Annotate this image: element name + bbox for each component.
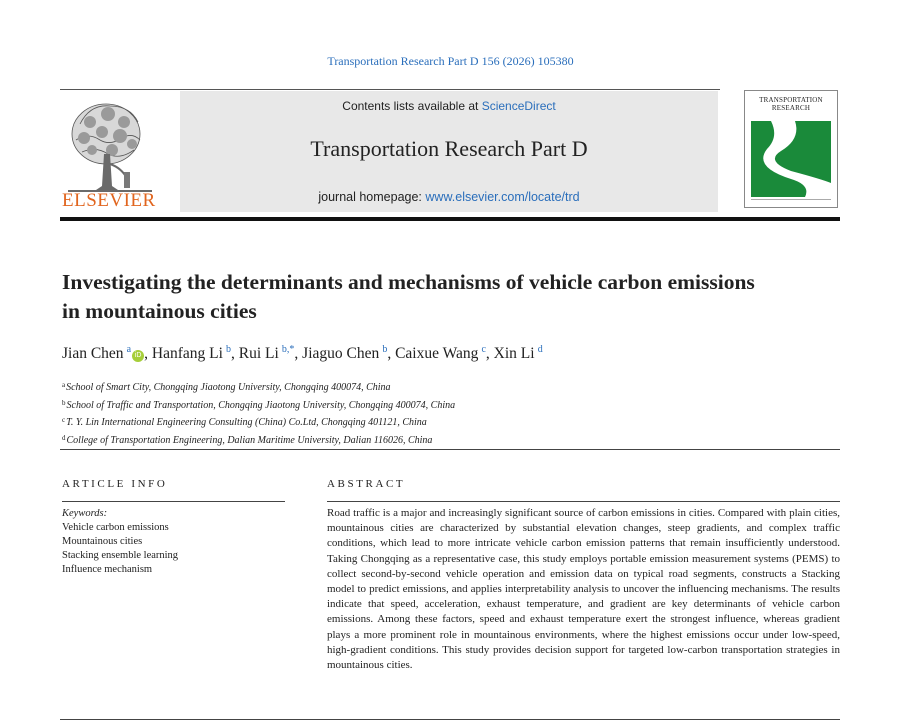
keyword-item: Stacking ensemble learning <box>62 550 179 561</box>
section-divider <box>60 449 840 450</box>
contents-prefix: Contents lists available at <box>342 99 482 113</box>
author-name[interactable]: Hanfang Li <box>151 345 223 362</box>
affiliation-text: School of Smart City, Chongqing Jiaotong University, Chongqing 400074, China <box>66 382 391 393</box>
homepage-line <box>180 190 718 204</box>
author-name[interactable]: Jian Chen <box>62 345 124 362</box>
affiliation-item <box>62 413 762 431</box>
affiliation-mark: a <box>62 381 66 389</box>
author-name[interactable]: Caixue Wang <box>395 345 479 362</box>
author-affiliation-mark[interactable]: b,* <box>281 344 295 355</box>
author-name[interactable]: Rui Li <box>238 345 279 362</box>
journal-cover-thumbnail[interactable] <box>744 90 838 208</box>
cover-title-line2: RESEARCH <box>771 104 811 112</box>
keyword-item: Vehicle carbon emissions <box>62 522 169 533</box>
journal-name: Transportation Research Part D <box>310 136 588 161</box>
header-top-rule <box>60 89 720 90</box>
author-affiliation-mark[interactable]: a <box>126 344 132 355</box>
author-name[interactable]: Xin Li <box>493 345 535 362</box>
keyword-item: Mountainous cities <box>62 536 143 547</box>
affiliation-item <box>62 431 762 449</box>
affiliation-item <box>62 396 762 414</box>
author-name[interactable]: Jiaguo Chen <box>302 345 380 362</box>
affiliation-list <box>62 378 762 448</box>
article-title: Investigating the determinants and mechanisms of vehicle carbon emissions in mountainous cities <box>62 270 755 323</box>
affiliation-text: School of Traffic and Transportation, Chongqing Jiaotong University, Chongqing 400074, China <box>66 399 456 411</box>
author-affiliation-mark[interactable]: b <box>226 344 231 355</box>
abstract-text: Road traffic is a major and increasingly significant source of carbon emissions in cities. Compared with plain cities, mountainous cities are characterized by substantial elevation changes, steep gradients, and complex traffic conditions, which lead to more intricate vehicle carbon emission patterns that remain insufficiently understood. Taking Chongqing as a representative case, this study employs portable emission measurement systems (PEMS) to collect second-by-second vehicle operation and emission data on typical road segments, constructs a Stacking model to predict emissions, and applies interpretability analysis to uncover the influencing mechanisms. The results indicate that speed, acceleration, exhaust temperature, and gradient are key determinants of vehicle carbon emissions. Among these factors, speed and exhaust temperature exert the strongest influence, whereas gradient plays a more prominent role in mountainous environments, where the highest emissions occur under low-speed, high-gradient conditions. This study provides decision support for targeted low-carbon transportation strategies in mountainous cities. <box>327 507 840 672</box>
abstract-rule <box>327 501 840 502</box>
author-affiliation-mark[interactable]: b <box>382 344 388 355</box>
footer-rule <box>60 719 840 720</box>
affiliation-mark: b <box>62 398 66 407</box>
abstract-heading: ABSTRACT <box>327 478 406 490</box>
elsevier-wordmark[interactable]: ELSEVIER <box>62 190 156 211</box>
author-affiliation-mark[interactable]: c <box>481 344 486 355</box>
contents-line <box>180 99 718 113</box>
orcid-icon[interactable]: iD <box>132 350 144 362</box>
article-info-rule <box>62 501 285 502</box>
journal-homepage-link[interactable]: www.elsevier.com/locate/trd <box>425 190 580 204</box>
cover-road-graphic <box>751 121 831 203</box>
affiliation-mark: c <box>62 416 66 424</box>
keywords-block <box>62 507 282 577</box>
sciencedirect-link[interactable]: ScienceDirect <box>481 99 556 113</box>
cover-title <box>745 96 837 112</box>
affiliation-item <box>62 378 762 396</box>
cover-title-line1: TRANSPORTATION <box>759 96 823 104</box>
journal-reference[interactable]: Transportation Research Part D 156 (2026) 105380 <box>327 54 574 68</box>
keywords-label: Keywords: <box>62 508 108 519</box>
article-info-heading: ARTICLE INFO <box>62 478 168 490</box>
journal-banner <box>180 91 718 212</box>
affiliation-mark: d <box>62 433 66 442</box>
homepage-prefix: journal homepage: <box>318 190 426 204</box>
affiliation-text: College of Transportation Engineering, Dalian Maritime University, Dalian 116026, China <box>66 434 433 446</box>
affiliation-text: T. Y. Lin International Engineering Consulting (China) Co.Ltd, Chongqing 401121, China <box>66 417 427 428</box>
header-thick-rule <box>60 217 840 221</box>
keyword-item: Influence mechanism <box>62 564 153 575</box>
author-affiliation-mark[interactable]: d <box>537 344 543 355</box>
author-list: Jian Chen $^a$iD , Hanfang Li $^b$, Rui Li $^{b,*}$, Jiaguo Chen $^b$, Caixue Wang $^c$, Xin Li $^d$ <box>62 344 543 362</box>
